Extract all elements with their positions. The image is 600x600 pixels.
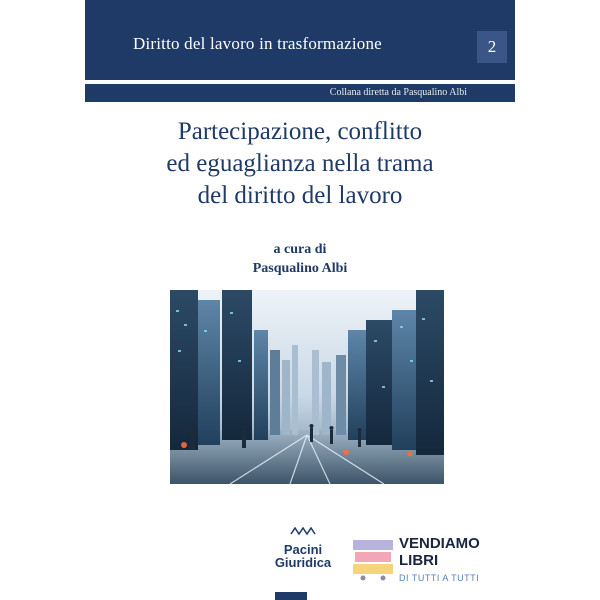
cover-illustration [170,290,444,484]
editor-prefix: a cura di [273,242,327,257]
editor-name: Pasqualino Albi [252,261,348,276]
book-title [85,116,515,212]
book-title-line: del diritto del lavoro [197,182,403,209]
book-cover [85,0,515,600]
series-director: Collana diretta da Pasqualino Albi [329,87,467,98]
book-title-line: ed eguaglianza nella trama [166,150,434,177]
city-street-image [170,290,444,484]
book-stack-icon [353,538,395,582]
book-editor [85,240,515,278]
publisher-strip [275,592,307,600]
badge-line-2: LIBRI [399,552,439,569]
series-number: 2 [477,31,507,63]
seller-badge [353,532,493,592]
publisher-name-line: Pacini [283,542,323,557]
badge-line-3: DI TUTTI A TUTTI [399,573,480,583]
book-title-line: Partecipazione, conflitto [177,118,423,145]
series-header [85,0,515,80]
publisher-logo [273,525,333,585]
badge-line-1: VENDIAMO [399,535,480,552]
publisher-mark-icon [290,526,316,536]
series-director-band [85,84,515,102]
series-title: Diritto del lavoro in trasformazione [133,34,382,53]
publisher-name-line: Giuridica [274,555,332,570]
